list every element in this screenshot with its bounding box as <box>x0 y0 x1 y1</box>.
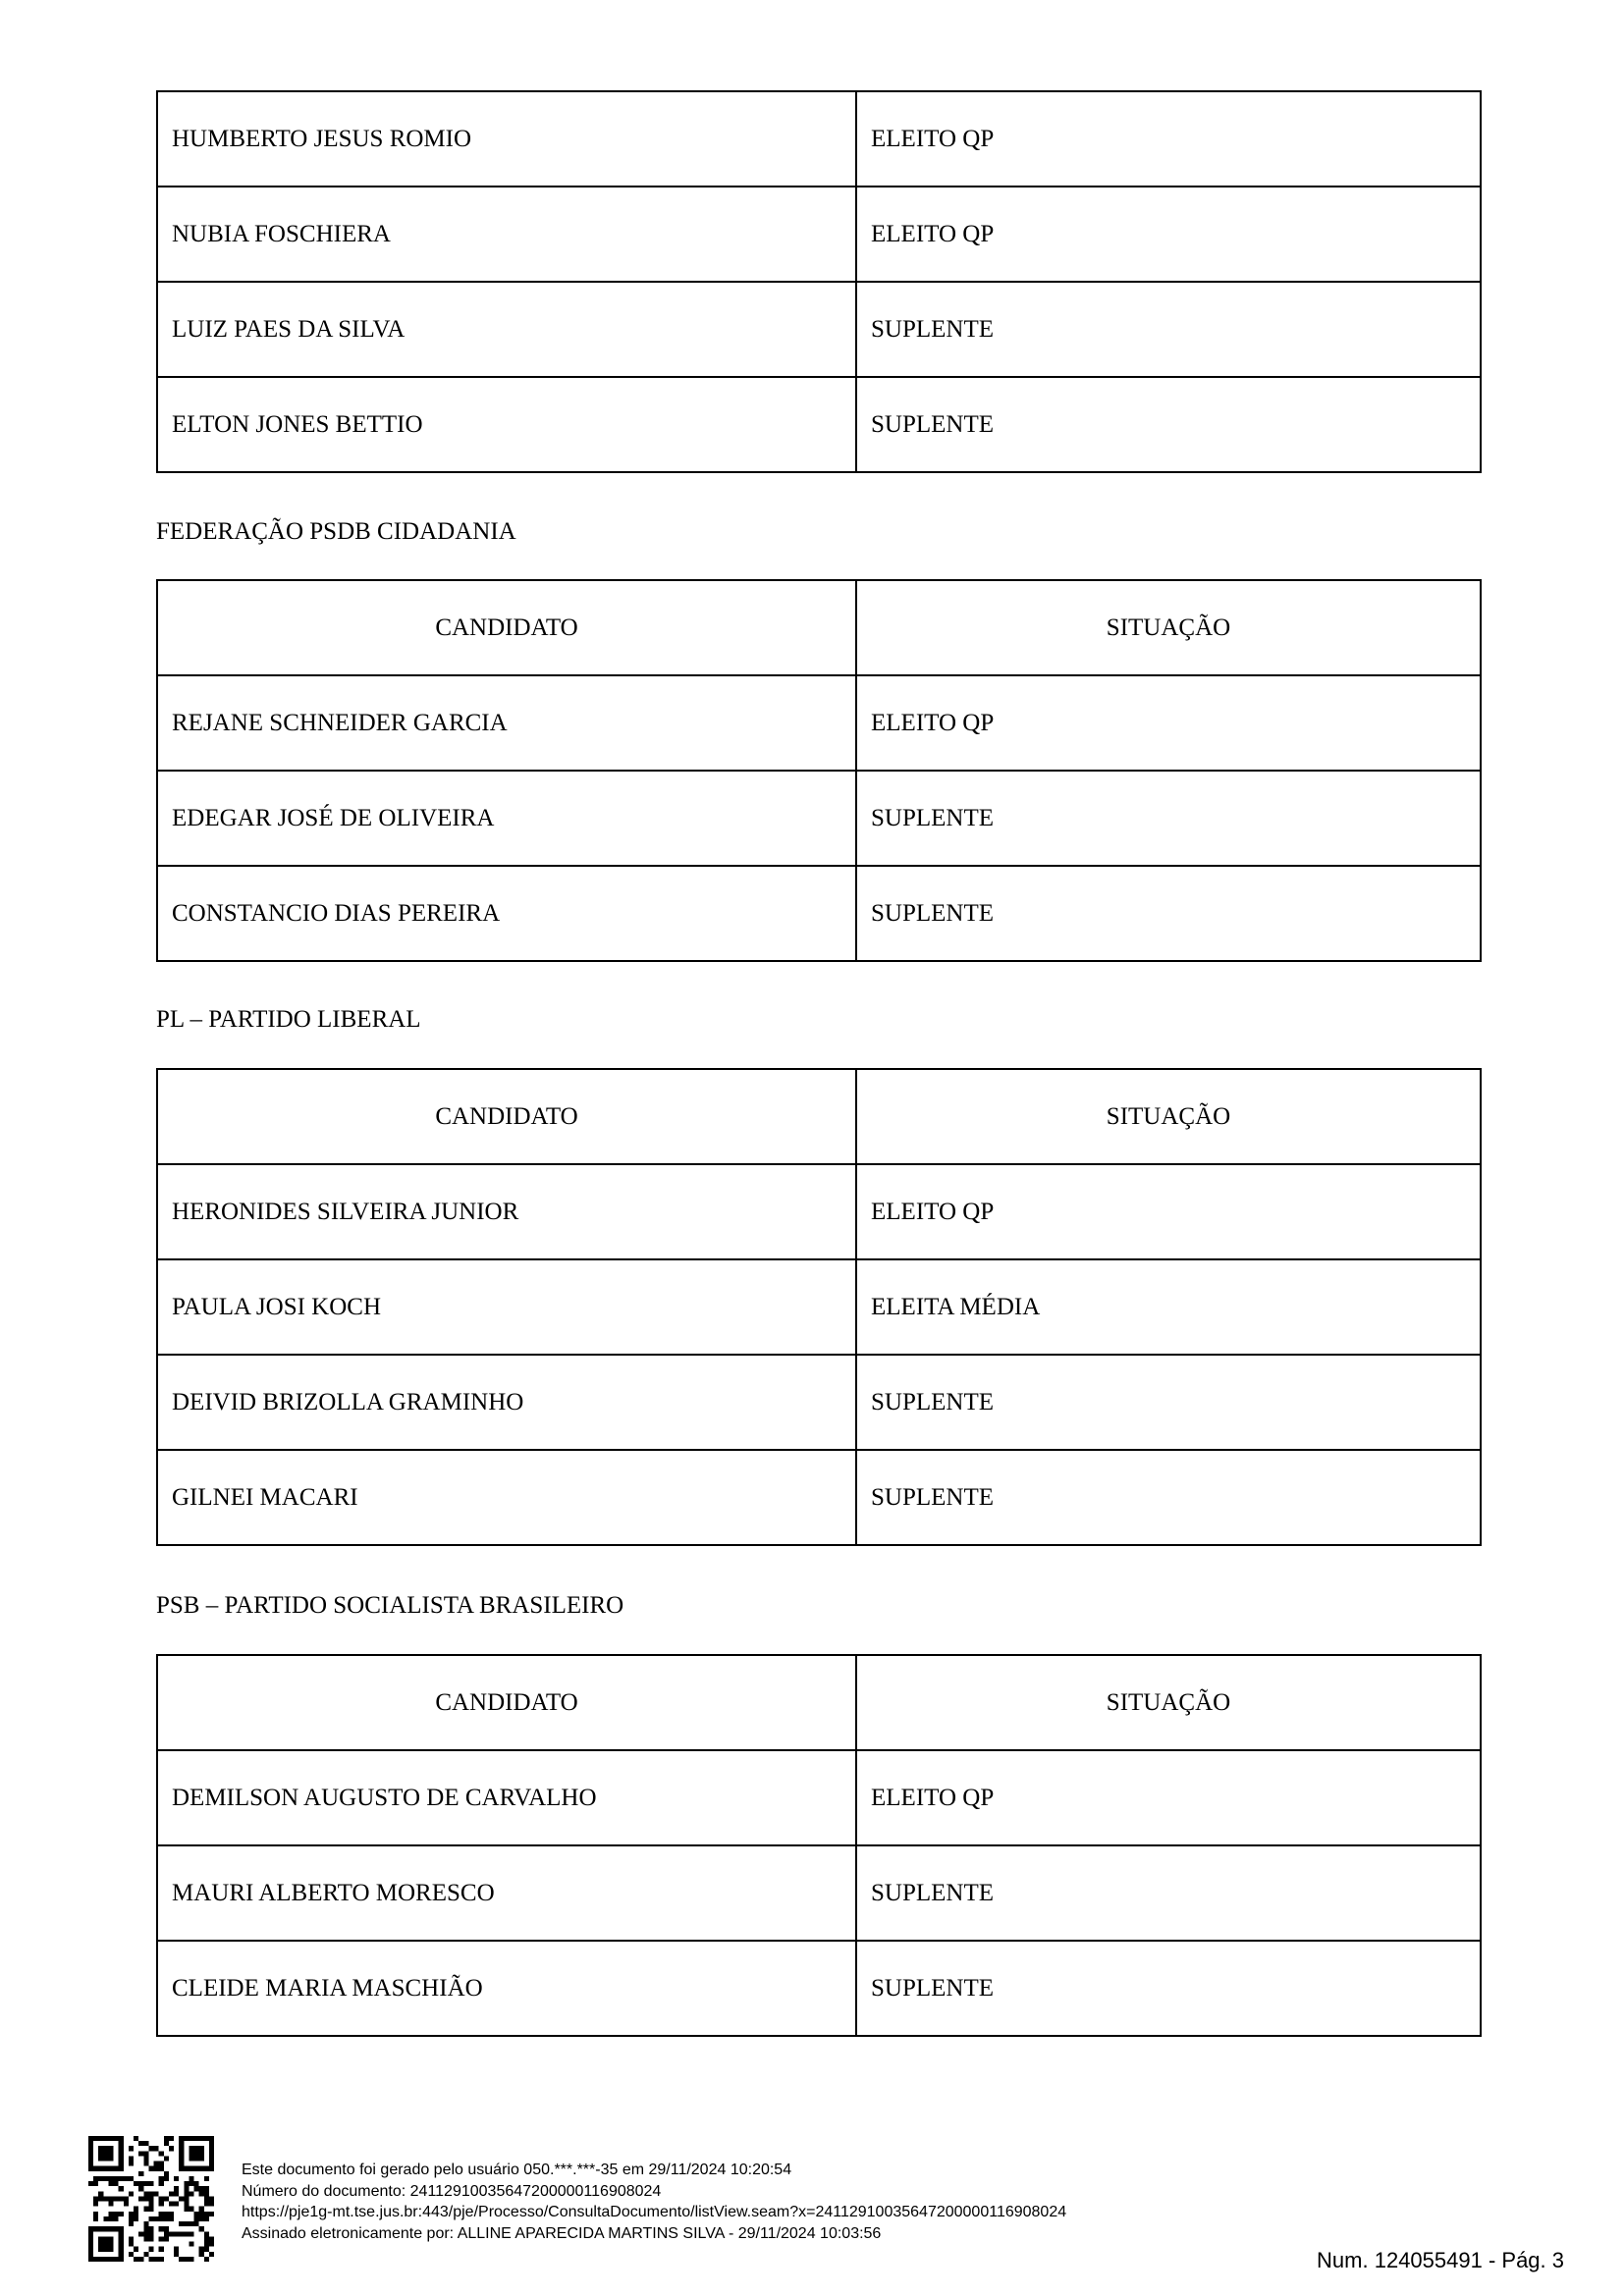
status-cell: SUPLENTE <box>856 1845 1481 1941</box>
candidates-table-psb <box>156 1654 1482 2037</box>
table-row <box>157 1450 1481 1545</box>
status-cell: SUPLENTE <box>856 1450 1481 1545</box>
status-cell: ELEITO QP <box>856 675 1481 771</box>
status-cell: SUPLENTE <box>856 282 1481 377</box>
column-header-status: SITUAÇÃO <box>856 580 1481 675</box>
candidate-cell: PAULA JOSI KOCH <box>157 1259 856 1355</box>
candidates-table-psdb-cidadania <box>156 579 1482 962</box>
status-cell: ELEITO QP <box>856 187 1481 282</box>
status-cell: ELEITA MÉDIA <box>856 1259 1481 1355</box>
candidate-cell: DEMILSON AUGUSTO DE CARVALHO <box>157 1750 856 1845</box>
status-cell: ELEITO QP <box>856 1164 1481 1259</box>
candidate-cell: LUIZ PAES DA SILVA <box>157 282 856 377</box>
candidate-cell: ELTON JONES BETTIO <box>157 377 856 472</box>
column-header-status: SITUAÇÃO <box>856 1069 1481 1164</box>
candidates-table-pl <box>156 1068 1482 1546</box>
table-header-row <box>157 1655 1481 1750</box>
table-row <box>157 1259 1481 1355</box>
document-footer <box>242 2160 1066 2244</box>
table-row <box>157 187 1481 282</box>
candidates-table-continuation <box>156 90 1482 473</box>
candidate-cell: GILNEI MACARI <box>157 1450 856 1545</box>
section-title-pl: PL – PARTIDO LIBERAL <box>156 1006 421 1033</box>
footer-signature: Assinado eletronicamente por: ALLINE APARECIDA MARTINS SILVA - 29/11/2024 10:03:56 <box>242 2224 882 2242</box>
candidate-cell: EDEGAR JOSÉ DE OLIVEIRA <box>157 771 856 866</box>
candidate-cell: CONSTANCIO DIAS PEREIRA <box>157 866 856 961</box>
status-cell: SUPLENTE <box>856 771 1481 866</box>
section-title-psb: PSB – PARTIDO SOCIALISTA BRASILEIRO <box>156 1592 624 1619</box>
qr-code-icon <box>88 2136 214 2262</box>
column-header-candidate: CANDIDATO <box>157 1069 856 1164</box>
column-header-candidate: CANDIDATO <box>157 580 856 675</box>
table-row <box>157 1355 1481 1450</box>
table-row <box>157 771 1481 866</box>
page-number: Num. 124055491 - Pág. 3 <box>1317 2248 1564 2272</box>
status-cell: SUPLENTE <box>856 866 1481 961</box>
column-header-candidate: CANDIDATO <box>157 1655 856 1750</box>
candidate-cell: REJANE SCHNEIDER GARCIA <box>157 675 856 771</box>
candidate-cell: HUMBERTO JESUS ROMIO <box>157 91 856 187</box>
column-header-status: SITUAÇÃO <box>856 1655 1481 1750</box>
status-cell: SUPLENTE <box>856 1355 1481 1450</box>
table-row <box>157 866 1481 961</box>
table-row <box>157 377 1481 472</box>
candidate-cell: DEIVID BRIZOLLA GRAMINHO <box>157 1355 856 1450</box>
section-title-psdb-cidadania: FEDERAÇÃO PSDB CIDADANIA <box>156 518 516 545</box>
status-cell: SUPLENTE <box>856 377 1481 472</box>
candidate-cell: MAURI ALBERTO MORESCO <box>157 1845 856 1941</box>
table-row <box>157 1941 1481 2036</box>
table-row <box>157 1750 1481 1845</box>
status-cell: ELEITO QP <box>856 1750 1481 1845</box>
table-row <box>157 1164 1481 1259</box>
table-row <box>157 91 1481 187</box>
candidate-cell: NUBIA FOSCHIERA <box>157 187 856 282</box>
table-row <box>157 282 1481 377</box>
footer-document-link[interactable]: https://pje1g-mt.tse.jus.br:443/pje/Processo/ConsultaDocumento/listView.seam?x=24112910035647200000116908024 <box>242 2204 1067 2220</box>
table-header-row <box>157 580 1481 675</box>
status-cell: ELEITO QP <box>856 91 1481 187</box>
candidate-cell: HERONIDES SILVEIRA JUNIOR <box>157 1164 856 1259</box>
footer-generated-by: Este documento foi gerado pelo usuário 050.***.***-35 em 29/11/2024 10:20:54 <box>242 2162 792 2178</box>
footer-document-number: Número do documento: 24112910035647200000116908024 <box>242 2182 662 2200</box>
table-row <box>157 1845 1481 1941</box>
table-row <box>157 675 1481 771</box>
status-cell: SUPLENTE <box>856 1941 1481 2036</box>
table-header-row <box>157 1069 1481 1164</box>
candidate-cell: CLEIDE MARIA MASCHIÃO <box>157 1941 856 2036</box>
